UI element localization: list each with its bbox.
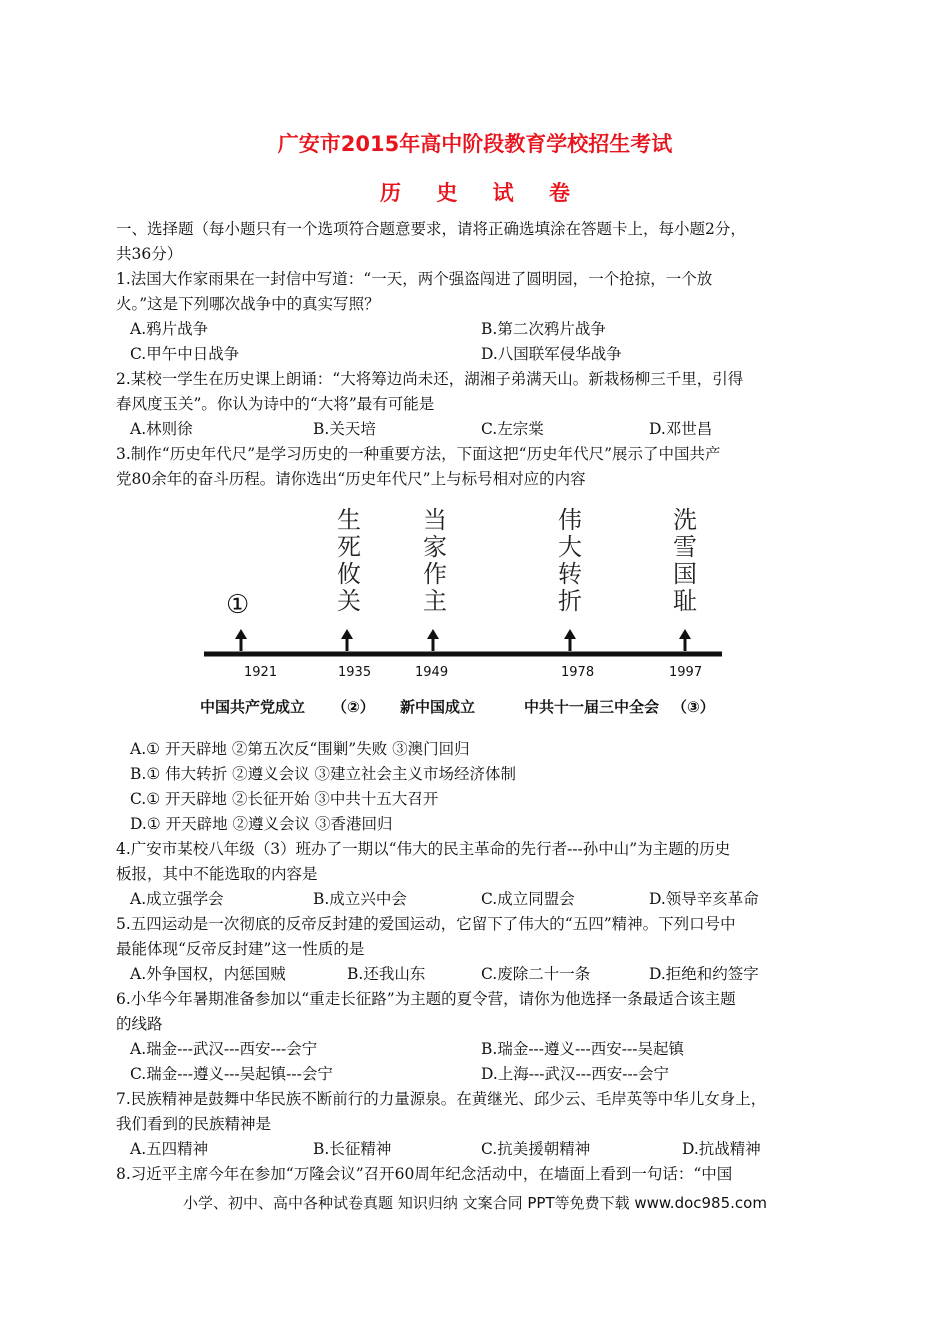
question-6-option-b: B.瑞金---遵义---西安---吴起镇	[481, 1040, 684, 1058]
question-5-option-c: C.废除二十一条	[481, 965, 591, 983]
question-2-stem-line-1: 2.某校一学生在历史课上朗诵：“大将筹边尚未还，湖湘子弟满天山。新栽杨柳三千里，引得	[116, 370, 744, 388]
question-6-option-d: D.上海---武汉---西安---会宁	[481, 1065, 669, 1083]
question-7-option-d: D.抗战精神	[682, 1140, 761, 1158]
question-1-stem-line-2: 火。”这是下列哪次战争中的真实写照？	[116, 295, 380, 313]
timeline-label-char: 作	[423, 560, 447, 588]
page-footer: 小学、初中、高中各种试卷真题 知识归纳 文案合同 PPT等免费下载 www.doc985.com	[183, 1194, 767, 1212]
section-instruction-line-2: 共36分）	[116, 245, 183, 263]
question-3-option-d: D.① 开天辟地 ②遵义会议 ③香港回归	[130, 815, 393, 833]
timeline-marker-1: ①	[226, 590, 250, 620]
question-6-stem-line-2: 的线路	[116, 1015, 163, 1033]
timeline-label-char: 生	[337, 506, 361, 534]
timeline-label-char: 死	[337, 533, 361, 561]
timeline-arrow-1997	[679, 629, 691, 651]
question-2-option-b: B.关天培	[313, 420, 376, 438]
timeline-label-char: 雪	[673, 533, 697, 561]
question-7-option-a: A.五四精神	[130, 1140, 209, 1158]
question-3-option-c: C.① 开天辟地 ②长征开始 ③中共十五大召开	[130, 790, 439, 808]
question-3-stem-line-1: 3.制作“历史年代尺”是学习历史的一种重要方法，下面这把“历史年代尺”展示了中国共产	[116, 445, 721, 463]
timeline-arrow-1935	[341, 629, 353, 651]
question-4-option-a: A.成立强学会	[130, 890, 224, 908]
question-6-option-a: A.瑞金---武汉---西安---会宁	[130, 1040, 318, 1058]
question-7-option-b: B.长征精神	[313, 1140, 392, 1158]
timeline-year-1935: 1935	[338, 665, 372, 680]
timeline-label-char: 伟	[558, 506, 582, 534]
question-4-option-d: D.领导辛亥革命	[649, 890, 759, 908]
timeline-label-char: 转	[558, 560, 582, 588]
question-4-stem-line-2: 板报，其中不能选取的内容是	[116, 865, 318, 883]
question-1-option-b: B.第二次鸦片战争	[481, 320, 606, 338]
exam-subtitle: 历 史 试 卷	[380, 181, 584, 205]
timeline-label-char: 主	[423, 587, 447, 615]
timeline-label-char: 大	[558, 533, 582, 561]
timeline-label-char: 洗	[673, 506, 697, 534]
question-5-stem-line-1: 5.五四运动是一次彻底的反帝反封建的爱国运动，它留下了伟大的“五四”精神。下列口号中	[116, 915, 736, 933]
timeline-label-char: 国	[673, 560, 697, 588]
question-7-stem-line-2: 我们看到的民族精神是	[116, 1115, 272, 1133]
timeline-event-1921: 中国共产党成立	[200, 698, 306, 716]
question-7-option-c: C.抗美援朝精神	[481, 1140, 591, 1158]
question-4-stem-line-1: 4.广安市某校八年级（3）班办了一期以“伟大的民主革命的先行者---孙中山”为主题的历史	[116, 840, 731, 858]
section-instruction-line-1: 一、选择题（每小题只有一个选项符合题意要求，请将正确选填涂在答题卡上，每小题2分，	[116, 220, 746, 238]
timeline-label-char: 关	[337, 587, 361, 615]
question-2-stem-line-2: 春风度玉关”。你认为诗中的“大将”最有可能是	[116, 395, 435, 413]
question-7-stem-line-1: 7.民族精神是鼓舞中华民族不断前行的力量源泉。在黄继光、邱少云、毛岸英等中华儿女身上，	[116, 1090, 767, 1108]
question-5-option-b: B.还我山东	[347, 965, 426, 983]
timeline-year-1949: 1949	[415, 665, 449, 680]
timeline-label-char: 折	[558, 587, 582, 615]
question-1-option-c: C.甲午中日战争	[130, 345, 240, 363]
question-5-stem-line-2: 最能体现“反帝反封建”这一性质的是	[116, 940, 365, 958]
question-2-option-c: C.左宗棠	[481, 420, 544, 438]
question-2-option-a: A.林则徐	[130, 420, 193, 438]
exam-title: 广安市2015年高中阶段教育学校招生考试	[277, 132, 673, 156]
timeline-label-char: 耻	[673, 587, 697, 615]
question-5-option-a: A.外争国权，内惩国贼	[130, 965, 286, 983]
timeline-event-blank-3: （③）	[672, 698, 715, 716]
question-8-stem-line-1: 8.习近平主席今年在参加“万隆会议”召开60周年纪念活动中，在墙面上看到一句话：“中国	[116, 1165, 733, 1183]
question-3-stem-line-2: 党80余年的奋斗历程。请你选出“历史年代尺”上与标号相对应的内容	[116, 470, 586, 488]
timeline-event-1978: 中共十一届三中全会	[524, 698, 660, 716]
question-6-option-c: C.瑞金---遵义---吴起镇---会宁	[130, 1065, 333, 1083]
question-2-option-d: D.邓世昌	[649, 420, 713, 438]
timeline-arrow-1978	[564, 629, 576, 651]
timeline-year-1921: 1921	[244, 665, 278, 680]
timeline-event-1949: 新中国成立	[400, 698, 476, 716]
question-6-stem-line-1: 6.小华今年暑期准备参加以“重走长征路”为主题的夏令营，请你为他选择一条最适合该主题	[116, 990, 736, 1008]
timeline-arrow-1921	[235, 629, 247, 651]
question-1-option-a: A.鸦片战争	[130, 320, 209, 338]
question-1-option-d: D.八国联军侵华战争	[481, 345, 622, 363]
timeline-label-char: 家	[423, 533, 447, 561]
timeline-year-1997: 1997	[669, 665, 703, 680]
timeline-arrow-1949	[427, 629, 439, 651]
question-3-option-b: B.① 伟大转折 ②遵义会议 ③建立社会主义市场经济体制	[130, 765, 516, 783]
question-5-option-d: D.拒绝和约签字	[649, 965, 759, 983]
question-1-stem-line-1: 1.法国大作家雨果在一封信中写道：“一天，两个强盗闯进了圆明园，一个抢掠，一个放	[116, 270, 713, 288]
question-4-option-c: C.成立同盟会	[481, 890, 575, 908]
timeline-year-1978: 1978	[561, 665, 595, 680]
question-3-option-a: A.① 开天辟地 ②第五次反“围剿”失败 ③澳门回归	[130, 740, 470, 758]
timeline-label-char: 当	[423, 506, 447, 534]
timeline-label-char: 攸	[337, 560, 361, 588]
question-4-option-b: B.成立兴中会	[313, 890, 407, 908]
timeline-event-blank-2: （②）	[332, 698, 375, 716]
